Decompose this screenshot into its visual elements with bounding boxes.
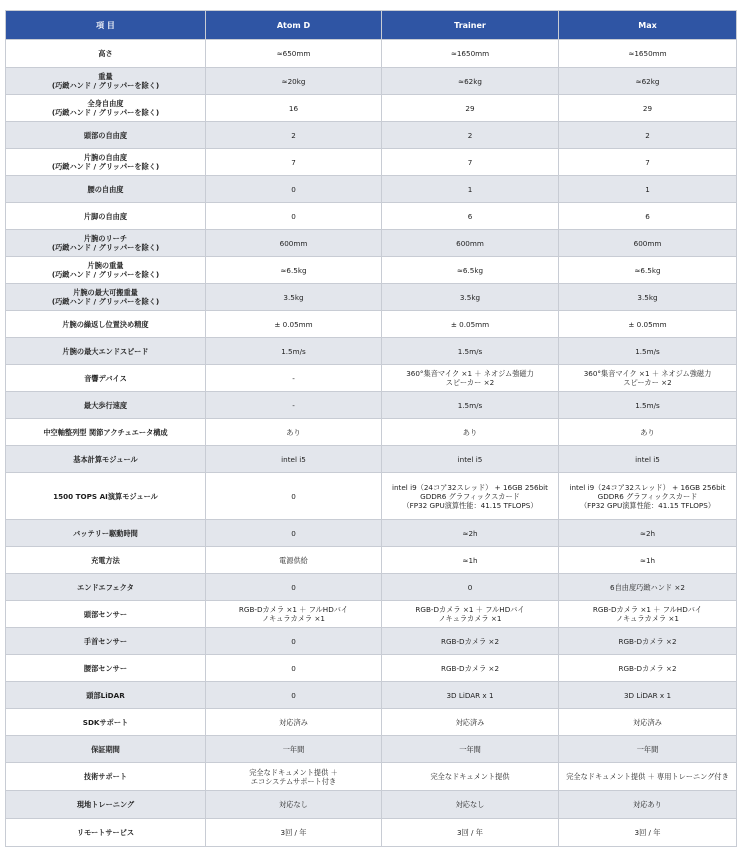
cell-line: （FP32 GPU演算性能：41.15 TFLOPS） — [579, 500, 716, 510]
cell-line: 600mm — [456, 238, 484, 248]
table-row — [6, 547, 737, 574]
cell-line: 3回 / 年 — [457, 828, 483, 837]
cell-atom-d — [206, 338, 382, 365]
cell-trainer — [382, 601, 559, 628]
cell-max — [559, 736, 737, 763]
cell-line: 3回 / 年 — [634, 828, 661, 837]
table-row — [6, 736, 737, 763]
table-row — [6, 338, 737, 365]
row-label — [6, 95, 206, 122]
cell-trainer — [382, 473, 559, 520]
cell-line: 3回 / 年 — [280, 828, 307, 837]
cell-line: 3D LiDAR x 1 — [446, 690, 494, 700]
cell-line: エコシステムサポート付き — [250, 776, 337, 786]
cell-atom-d — [206, 365, 382, 392]
cell-line: 6自由度巧緻ハンド ×2 — [610, 582, 685, 592]
cell-line: 0 — [291, 528, 296, 538]
cell-line: - — [292, 400, 295, 410]
cell-max — [559, 574, 737, 601]
cell-line: 0 — [467, 582, 473, 592]
cell-line: 1.5m/s — [635, 346, 660, 356]
cell-line: ≈1h — [462, 555, 478, 565]
cell-line: 充電方法 — [91, 555, 120, 565]
cell-line: ノキュラカメラ ×1 — [262, 614, 325, 623]
cell-line: RGB-Dカメラ ×1 ＋ フルHDバイ — [592, 605, 703, 614]
cell-line: ± 0.05mm — [628, 319, 667, 329]
row-label — [6, 709, 206, 736]
cell-line: 3.5kg — [637, 292, 658, 302]
cell-line: あり — [640, 427, 655, 437]
cell-line: RGB-Dカメラ ×2 — [440, 663, 500, 673]
cell-atom-d — [206, 257, 382, 284]
cell-trainer — [382, 763, 559, 791]
cell-line: 対応なし — [455, 800, 485, 809]
cell-trainer — [382, 284, 559, 311]
cell-max — [559, 763, 737, 791]
cell-line: intel i5 — [281, 454, 306, 464]
cell-trainer — [382, 40, 559, 68]
cell-line: 0 — [291, 582, 296, 592]
cell-max — [559, 149, 737, 176]
table-row — [6, 149, 737, 176]
cell-line: 0 — [291, 491, 296, 501]
cell-trainer — [382, 791, 559, 819]
cell-line: RGB-Dカメラ ×1 ＋ フルHDバイ — [238, 605, 349, 614]
cell-line: ≈650mm — [276, 49, 311, 58]
cell-line: (巧緻ハンド / グリッパーを除く) — [51, 162, 160, 171]
cell-atom-d — [206, 203, 382, 230]
cell-max — [559, 122, 737, 149]
cell-trainer — [382, 547, 559, 574]
cell-trainer — [382, 338, 559, 365]
cell-trainer — [382, 682, 559, 709]
cell-max — [559, 419, 737, 446]
cell-atom-d — [206, 628, 382, 655]
cell-atom-d — [206, 574, 382, 601]
row-label — [6, 736, 206, 763]
cell-line: 対応なし — [279, 800, 308, 809]
row-label — [6, 392, 206, 419]
cell-line: ± 0.05mm — [274, 319, 313, 329]
table-row — [6, 628, 737, 655]
cell-line: バッテリー駆動時間 — [73, 528, 138, 538]
cell-line: あり — [462, 427, 478, 437]
cell-line: ノキュラカメラ ×1 — [616, 614, 679, 623]
cell-line: 0 — [291, 663, 296, 673]
row-label — [6, 547, 206, 574]
cell-line: 1.5m/s — [281, 346, 306, 356]
cell-atom-d — [206, 446, 382, 473]
table-row — [6, 819, 737, 847]
cell-line: intel i5 — [635, 454, 660, 464]
table-row — [6, 40, 737, 68]
cell-atom-d — [206, 68, 382, 95]
cell-line: 片腕の最大可搬重量 — [73, 288, 138, 297]
table-row — [6, 763, 737, 791]
cell-trainer — [382, 628, 559, 655]
cell-max — [559, 284, 737, 311]
row-label — [6, 149, 206, 176]
cell-line: 360°集音マイク ×1 ＋ ネオジム強磁力 — [583, 369, 712, 378]
cell-max — [559, 520, 737, 547]
cell-line: (巧緻ハンド / グリッパーを除く) — [51, 108, 160, 117]
row-label — [6, 473, 206, 520]
cell-line: 29 — [465, 103, 475, 113]
cell-line: intel i9（24コア32スレッド） + 16GB 256bit — [392, 482, 548, 492]
table-row — [6, 311, 737, 338]
header-max: Max — [559, 11, 737, 40]
cell-atom-d — [206, 230, 382, 257]
row-label — [6, 176, 206, 203]
cell-atom-d — [206, 176, 382, 203]
cell-line: 手首センサー — [83, 636, 128, 646]
cell-line: 1 — [467, 184, 473, 194]
cell-atom-d — [206, 601, 382, 628]
cell-line: 片腕の最大エンドスピード — [62, 346, 149, 356]
cell-line: ≈2h — [462, 528, 478, 538]
cell-atom-d — [206, 763, 382, 791]
cell-line: ± 0.05mm — [450, 319, 490, 329]
cell-max — [559, 547, 737, 574]
cell-line: 頭部センサー — [83, 609, 128, 619]
cell-max — [559, 819, 737, 847]
cell-line: (巧緻ハンド / グリッパーを除く) — [51, 270, 160, 279]
cell-line: 対応済み — [633, 717, 662, 727]
row-label — [6, 682, 206, 709]
table-row — [6, 122, 737, 149]
table-row — [6, 203, 737, 230]
table-row — [6, 230, 737, 257]
cell-line: 1.5m/s — [635, 400, 660, 410]
header-item: 項 目 — [6, 11, 206, 40]
cell-atom-d — [206, 284, 382, 311]
table-row — [6, 176, 737, 203]
row-label — [6, 819, 206, 847]
cell-line: 完全なドキュメント提供 ＋ — [249, 767, 338, 777]
cell-line: 電源供給 — [279, 555, 308, 565]
cell-trainer — [382, 176, 559, 203]
table-row — [6, 365, 737, 392]
cell-line: 片腕のリーチ — [83, 234, 128, 243]
cell-max — [559, 365, 737, 392]
cell-line: intel i9（24コア32スレッド） + 16GB 256bit — [569, 482, 726, 492]
cell-line: 片腕の重量 — [87, 261, 124, 270]
table-row — [6, 446, 737, 473]
cell-trainer — [382, 446, 559, 473]
cell-line: 基本計算モジュール — [73, 454, 138, 464]
cell-atom-d — [206, 95, 382, 122]
cell-line: 3.5kg — [283, 292, 304, 302]
cell-line: 頭部LiDAR — [86, 690, 125, 700]
cell-line: 音響デバイス — [84, 373, 127, 383]
cell-atom-d — [206, 419, 382, 446]
cell-atom-d — [206, 149, 382, 176]
row-label — [6, 365, 206, 392]
table-row — [6, 257, 737, 284]
table-row — [6, 473, 737, 520]
cell-max — [559, 311, 737, 338]
cell-atom-d — [206, 473, 382, 520]
cell-line: ≈6.5kg — [456, 265, 484, 275]
cell-line: RGB-Dカメラ ×2 — [440, 636, 500, 646]
cell-max — [559, 230, 737, 257]
cell-atom-d — [206, 819, 382, 847]
row-label — [6, 601, 206, 628]
cell-line: 7 — [467, 157, 473, 167]
cell-line: 0 — [291, 690, 296, 700]
cell-atom-d — [206, 736, 382, 763]
cell-max — [559, 601, 737, 628]
row-label — [6, 68, 206, 95]
cell-max — [559, 392, 737, 419]
cell-line: 16 — [288, 103, 299, 113]
cell-max — [559, 40, 737, 68]
cell-max — [559, 682, 737, 709]
table-row — [6, 419, 737, 446]
cell-line: 3.5kg — [459, 292, 481, 302]
cell-line: ≈2h — [639, 528, 656, 538]
cell-line: ≈6.5kg — [280, 265, 307, 275]
cell-trainer — [382, 68, 559, 95]
cell-line: 一年間 — [636, 744, 659, 754]
cell-trainer — [382, 520, 559, 547]
table-row — [6, 709, 737, 736]
cell-line: 7 — [645, 157, 650, 167]
cell-max — [559, 68, 737, 95]
row-label — [6, 419, 206, 446]
cell-line: ≈62kg — [635, 76, 660, 86]
cell-line: 2 — [467, 130, 473, 140]
cell-atom-d — [206, 392, 382, 419]
cell-line: 1.5m/s — [457, 400, 483, 410]
row-label — [6, 520, 206, 547]
cell-max — [559, 473, 737, 520]
cell-trainer — [382, 122, 559, 149]
cell-atom-d — [206, 709, 382, 736]
cell-line: あり — [286, 427, 301, 437]
cell-line: ≈20kg — [281, 76, 306, 86]
cell-atom-d — [206, 547, 382, 574]
table-body — [6, 40, 737, 847]
cell-max — [559, 176, 737, 203]
cell-line: 対応済み — [455, 717, 485, 727]
cell-line: 保証期間 — [91, 744, 120, 754]
table-row — [6, 574, 737, 601]
row-label — [6, 203, 206, 230]
cell-line: スピーカー ×2 — [445, 378, 495, 387]
cell-max — [559, 446, 737, 473]
cell-atom-d — [206, 791, 382, 819]
table-row — [6, 284, 737, 311]
cell-trainer — [382, 230, 559, 257]
cell-line: 1 — [645, 184, 650, 194]
cell-trainer — [382, 655, 559, 682]
cell-line: 腰の自由度 — [87, 184, 124, 194]
cell-line: - — [292, 373, 295, 383]
cell-trainer — [382, 819, 559, 847]
cell-line: 一年間 — [282, 744, 305, 754]
row-label — [6, 122, 206, 149]
spec-comparison-table — [5, 10, 737, 847]
cell-trainer — [382, 709, 559, 736]
row-label — [6, 257, 206, 284]
cell-line: 600mm — [279, 238, 308, 248]
cell-line: 技術サポート — [83, 772, 128, 781]
cell-max — [559, 655, 737, 682]
cell-max — [559, 791, 737, 819]
table-header-row — [6, 11, 737, 40]
cell-trainer — [382, 365, 559, 392]
cell-line: 0 — [291, 184, 296, 194]
cell-line: SDKサポート — [82, 717, 129, 727]
cell-trainer — [382, 95, 559, 122]
cell-line: （FP32 GPU演算性能：41.15 TFLOPS） — [402, 500, 538, 510]
cell-max — [559, 338, 737, 365]
cell-line: 対応済み — [279, 717, 308, 727]
cell-atom-d — [206, 682, 382, 709]
table-row — [6, 791, 737, 819]
cell-atom-d — [206, 40, 382, 68]
table-row — [6, 68, 737, 95]
cell-line: スピーカー ×2 — [623, 378, 672, 387]
cell-line: 重量 — [98, 72, 113, 81]
row-label — [6, 791, 206, 819]
cell-line: ノキュラカメラ ×1 — [438, 614, 502, 623]
cell-line: 6 — [467, 211, 473, 221]
header-atom-d: Atom D — [206, 11, 382, 40]
cell-atom-d — [206, 520, 382, 547]
cell-line: 1500 TOPS AI演算モジュール — [53, 491, 158, 501]
cell-line: ≈62kg — [458, 76, 482, 86]
cell-atom-d — [206, 122, 382, 149]
cell-line: ≈1h — [639, 555, 656, 565]
cell-line: 360°集音マイク ×1 ＋ ネオジム強磁力 — [406, 369, 534, 378]
cell-line: 完全なドキュメント提供 ＋ 専用トレーニング付き — [566, 772, 729, 781]
header-trainer: Trainer — [382, 11, 559, 40]
row-label — [6, 763, 206, 791]
cell-line: 頭部の自由度 — [83, 130, 128, 140]
cell-line: ≈6.5kg — [634, 265, 661, 275]
cell-line: 2 — [291, 130, 296, 140]
row-label — [6, 628, 206, 655]
row-label — [6, 230, 206, 257]
cell-line: 600mm — [633, 238, 662, 248]
row-label — [6, 446, 206, 473]
table-row — [6, 655, 737, 682]
row-label — [6, 655, 206, 682]
table-row — [6, 682, 737, 709]
cell-line: 0 — [291, 636, 296, 646]
row-label — [6, 574, 206, 601]
cell-line: 完全なドキュメント提供 — [430, 772, 510, 781]
cell-line: 一年間 — [459, 744, 481, 754]
cell-line: 最大歩行速度 — [83, 400, 128, 410]
cell-line: 6 — [645, 211, 650, 221]
cell-trainer — [382, 311, 559, 338]
cell-line: ≈1650mm — [450, 49, 490, 58]
cell-line: (巧緻ハンド / グリッパーを除く) — [51, 81, 160, 90]
cell-line: (巧緻ハンド / グリッパーを除く) — [51, 297, 160, 306]
cell-line: 片腕の自由度 — [83, 153, 128, 162]
cell-trainer — [382, 574, 559, 601]
cell-atom-d — [206, 655, 382, 682]
cell-line: エンドエフェクタ — [77, 582, 134, 592]
cell-line: GDDR6 グラフィックスカード — [420, 491, 520, 501]
cell-trainer — [382, 203, 559, 230]
cell-max — [559, 95, 737, 122]
table-row — [6, 601, 737, 628]
cell-line: RGB-Dカメラ ×2 — [618, 663, 677, 673]
spec-table-container — [5, 10, 736, 847]
cell-line: 片腕の繰返し位置決め精度 — [62, 319, 149, 329]
cell-trainer — [382, 736, 559, 763]
cell-trainer — [382, 257, 559, 284]
cell-atom-d — [206, 311, 382, 338]
cell-line: 全身自由度 — [87, 99, 124, 108]
cell-max — [559, 257, 737, 284]
cell-trainer — [382, 419, 559, 446]
row-label — [6, 284, 206, 311]
cell-line: (巧緻ハンド / グリッパーを除く) — [51, 243, 160, 252]
cell-line: GDDR6 グラフィックスカード — [597, 491, 698, 501]
cell-line: 現地トレーニング — [76, 800, 135, 809]
row-label — [6, 311, 206, 338]
cell-max — [559, 203, 737, 230]
row-label — [6, 40, 206, 68]
cell-max — [559, 628, 737, 655]
cell-trainer — [382, 149, 559, 176]
table-row — [6, 392, 737, 419]
cell-line: 対応あり — [633, 800, 662, 809]
cell-line: RGB-Dカメラ ×2 — [618, 636, 677, 646]
cell-line: ≈1650mm — [628, 49, 667, 58]
cell-line: 7 — [291, 157, 296, 167]
cell-line: 29 — [642, 103, 653, 113]
cell-line: 高さ — [98, 49, 113, 58]
cell-line: リモートサービス — [76, 828, 135, 837]
cell-line: intel i5 — [457, 454, 483, 464]
cell-max — [559, 709, 737, 736]
cell-line: 1.5m/s — [457, 346, 483, 356]
cell-trainer — [382, 392, 559, 419]
cell-line: 片脚の自由度 — [83, 211, 128, 221]
cell-line: 中空軸整列型 関節アクチュエータ構成 — [43, 427, 168, 437]
cell-line: 2 — [645, 130, 650, 140]
cell-line: 3D LiDAR x 1 — [623, 690, 672, 700]
cell-line: RGB-Dカメラ ×1 ＋ フルHDバイ — [415, 605, 525, 614]
cell-line: 腰部センサー — [83, 663, 128, 673]
table-row — [6, 520, 737, 547]
cell-line: 0 — [291, 211, 296, 221]
row-label — [6, 338, 206, 365]
table-row — [6, 95, 737, 122]
